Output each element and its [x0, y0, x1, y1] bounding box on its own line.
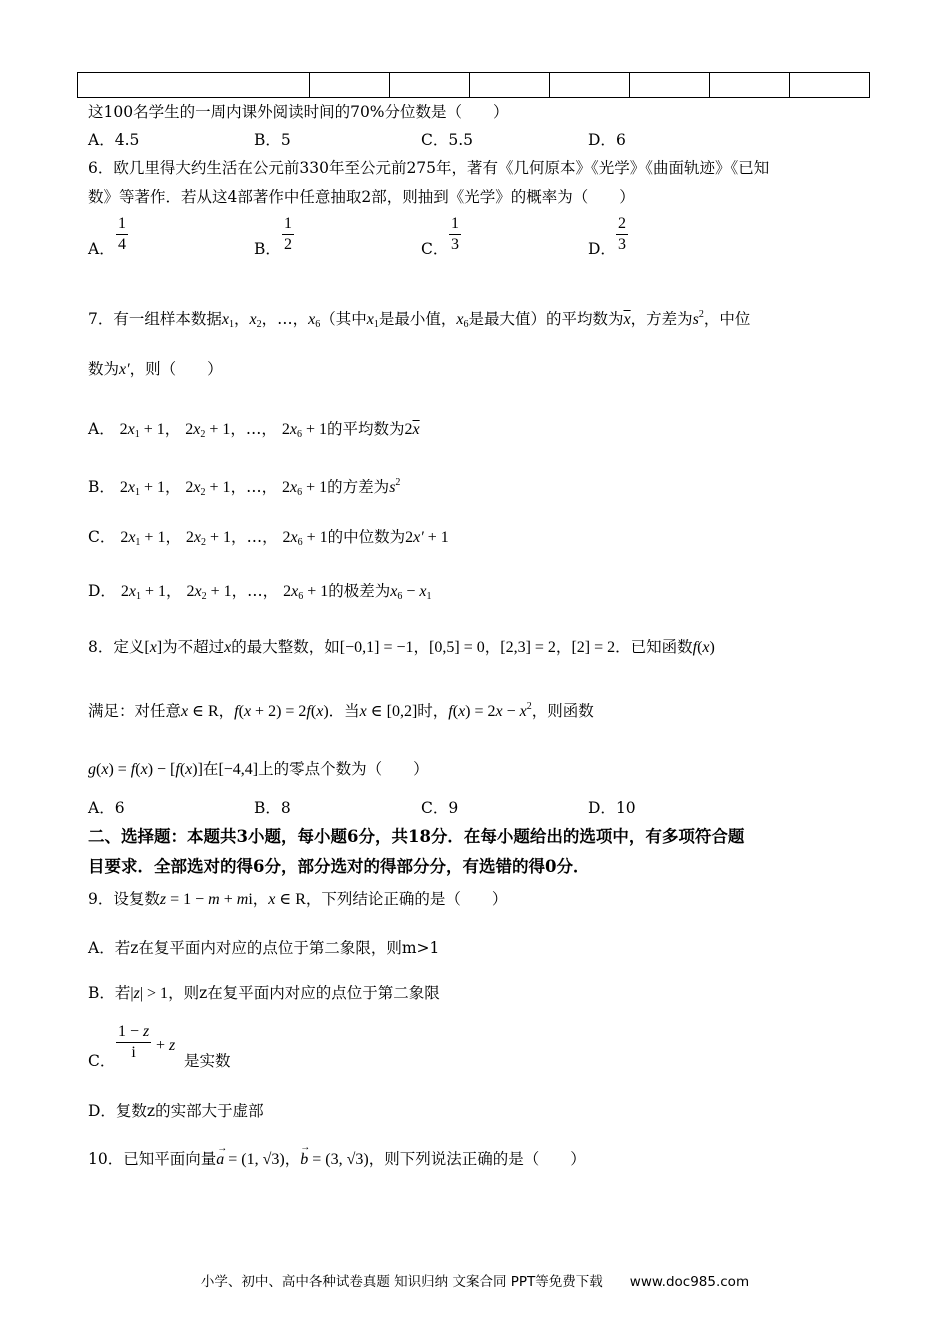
q5-stem: 这100名学生的一周内课外阅读时间的70%分位数是（ ） [88, 103, 509, 121]
exam-page: 这100名学生的一周内课外阅读时间的70%分位数是（ ） A．4.5 B．5 C．5.5 D．6 6．欧几里得大约生活在公元前330年至公元前275年，著有《几何原本》《光学》《曲面轨迹》《已知 数》等著作．若从这4部著作中任意抽取2部，则抽到《光学》的概率为（ ） A． $\frac{1}{4}$ B． $\frac{1}{2}$ C． $\frac{1}{3}$ D． $\frac{2}{3}$ 7．有一组样本数据$x_1$，$x_2$，…，$x_6$（其中$x_1$是最小值，$x_6$是最大值）的平均数为$\overline{x}$，方差为$s^2$，中位 数为x′，则（ ） A． $2x_1 + 1$， $2x_2 + 1$，…， $2x_6 + 1$的平均数为$2\overline{x}$ B． $2x_1 + 1$， $2x_2 + 1$，…， $2x_6 + 1$的方差为$s^2$ C． $2x_1 + 1$， $2x_2 + 1$，…， $2x_6 + 1$的中位数为2x′ + 1 D． $2x_1 + 1$， $2x_2 + 1$，…， $2x_6 + 1$的极差为$x_6 - x_1$ 8．定义[x]为不超过x的最大整数，如[−0,1] = −1，[0,5] = 0，[2,3] = 2，[2] = 2．已知函数f(x) 满足：对任意x ∈ R，f(x + 2) = 2f(x)．当x ∈ [0,2]时，$f(x) = 2x - x^2$，则函数 g(x) = f(x) − [f(x)]在[−4,4]上的零点个数为（ ） A．6 B．8 C．9 D．10 二、选择题：本题共3小题，每小题6分，共18分．在每小题给出的选项中，有多项符合题 目要求．全部选对的得6分，部分选对的得部分分，有选错的得0分． 9．设复数z = 1 − m + mi，x ∈ R，下列结论正确的是（ ） A．若z在复平面内对应的点位于第二象限，则m>1 B．若|z| > 1，则z在复平面内对应的点位于第二象限 C． $\frac{1 - z}{i}$ + z 是实数 D．复数z的实部大于虚部 10．已知平面向量a → = (1, √3)，b → = (3, √3)，则下列说法正确的是（ ） 小学、初中、高中各种试卷真题 知识归纳 文案合同 PPT等免费下载 www.doc985.com [0, 0, 950, 1344]
q7-option-a: A． $2x_1 + 1$， $2x_2 + 1$，…， $2x_6 + 1$的平均数为$2\overline{x}$ [88, 420, 420, 440]
q9-stem: 9．设复数z = 1 − m + mi，x ∈ R，下列结论正确的是（ ） [88, 890, 508, 908]
q7-stem-line1: 7．有一组样本数据$x_1$，$x_2$，…，$x_6$（其中$x_1$是最小值，$x_6$是最大值）的平均数为$\overline{x}$，方差为$s^2$，中位 [88, 309, 751, 330]
q8-stem-line2: 满足：对任意x ∈ R，f(x + 2) = 2f(x)．当x ∈ [0,2]时，$f(x) = 2x - x^2$，则函数 [88, 701, 594, 720]
q8-stem-line1: 8．定义[x]为不超过x的最大整数，如[−0,1] = −1，[0,5] = 0，[2,3] = 2，[2] = 2．已知函数f(x) [88, 638, 715, 656]
page-footer: 小学、初中、高中各种试卷真题 知识归纳 文案合同 PPT等免费下载 www.doc985.com [200, 1274, 750, 1290]
q7-option-c: C． $2x_1 + 1$， $2x_2 + 1$，…， $2x_6 + 1$的中位数为2x′ + 1 [88, 528, 449, 548]
q7-option-d: D． $2x_1 + 1$， $2x_2 + 1$，…， $2x_6 + 1$的极差为$x_6 - x_1$ [88, 582, 432, 602]
q8-stem-line3: g(x) = f(x) − [f(x)]在[−4,4]上的零点个数为（ ） [88, 760, 429, 778]
section2-heading-line2: 目要求．全部选对的得6分，部分选对的得部分分，有选错的得0分． [88, 857, 590, 876]
q6-stem-line2: 数》等著作．若从这4部著作中任意抽取2部，则抽到《光学》的概率为（ ） [88, 188, 635, 206]
section2-heading-line1: 二、选择题：本题共3小题，每小题6分，共18分．在每小题给出的选项中，有多项符合题 [88, 827, 745, 846]
q10-stem: 10．已知平面向量a → = (1, √3)，b → = (3, √3)，则下列说法正确的是（ ） [88, 1142, 586, 1168]
q6-options: A． $\frac{1}{4}$ B． $\frac{1}{2}$ C． $\frac{1}{3}$ D． $\frac{2}{3}$ [88, 215, 626, 258]
q9-option-a: A．若z在复平面内对应的点位于第二象限，则m>1 [88, 939, 440, 957]
data-table-bottom-row [77, 72, 870, 98]
q9-option-d: D．复数z的实部大于虚部 [88, 1102, 264, 1120]
q9-option-b: B．若|z| > 1，则z在复平面内对应的点位于第二象限 [88, 984, 440, 1002]
q6-stem-line1: 6．欧几里得大约生活在公元前330年至公元前275年，著有《几何原本》《光学》《曲面轨迹》《已知 [88, 159, 770, 177]
q7-stem-line2: 数为x′，则（ ） [88, 360, 223, 378]
q7-option-b: B． $2x_1 + 1$， $2x_2 + 1$，…， $2x_6 + 1$的方差为$s^2$ [88, 477, 401, 498]
